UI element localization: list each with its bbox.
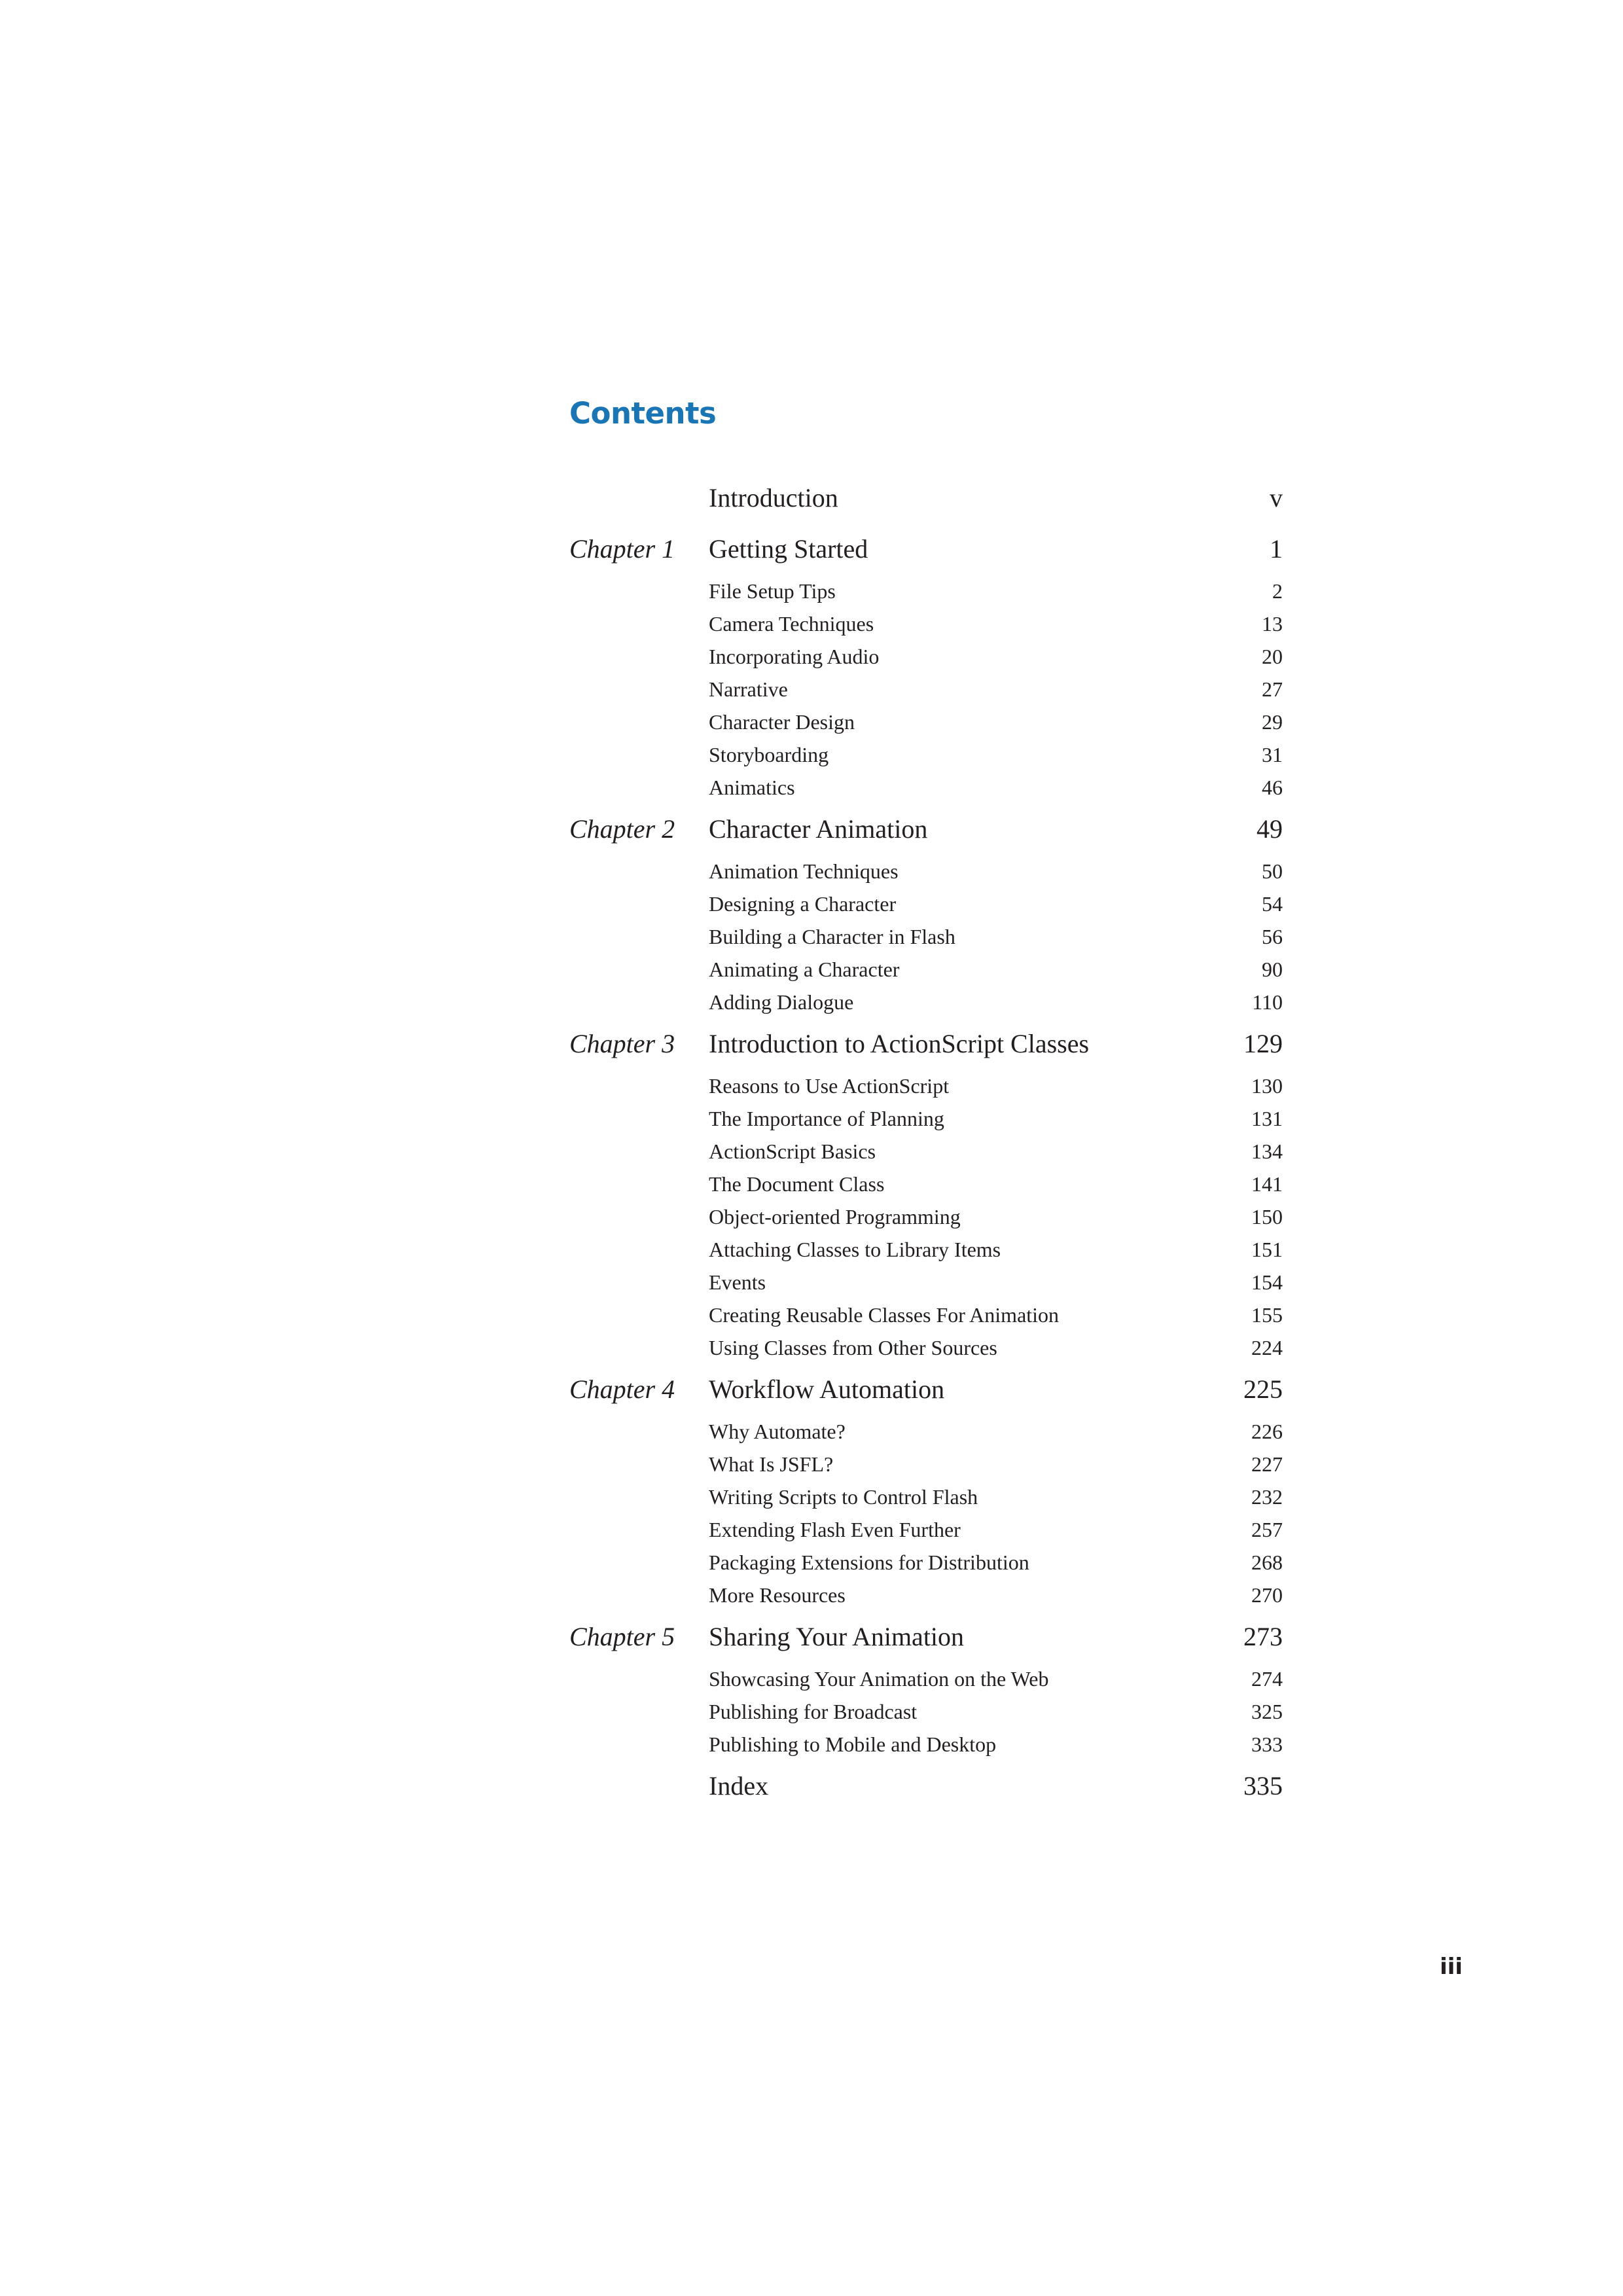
toc-section-entry[interactable] bbox=[569, 1579, 1283, 1611]
section-title: Attaching Classes to Library Items bbox=[709, 1238, 1001, 1261]
section-page-number: 31 bbox=[1262, 743, 1283, 766]
section-page-number: 134 bbox=[1251, 1139, 1283, 1163]
chapter-title: Introduction bbox=[709, 483, 838, 512]
toc-section bbox=[569, 524, 1283, 804]
section-page-number: 227 bbox=[1251, 1452, 1283, 1476]
section-title: Adding Dialogue bbox=[709, 990, 854, 1014]
chapter-title: Workflow Automation bbox=[709, 1374, 945, 1404]
toc-section-entry[interactable] bbox=[569, 640, 1283, 673]
section-title: Publishing for Broadcast bbox=[709, 1700, 918, 1723]
toc-section-entry[interactable] bbox=[569, 855, 1283, 888]
chapter-page-number: v bbox=[1270, 483, 1283, 512]
chapter-page-number: 1 bbox=[1270, 534, 1283, 564]
section-page-number: 27 bbox=[1262, 677, 1283, 701]
section-page-number: 150 bbox=[1251, 1205, 1283, 1229]
section-page-number: 2 bbox=[1272, 579, 1283, 603]
section-page-number: 54 bbox=[1262, 892, 1283, 916]
section-page-number: 257 bbox=[1251, 1518, 1283, 1541]
chapter-label: Chapter 3 bbox=[569, 1029, 675, 1058]
section-title: Showcasing Your Animation on the Web bbox=[709, 1667, 1049, 1691]
section-page-number: 29 bbox=[1262, 710, 1283, 734]
chapter-page-number: 129 bbox=[1243, 1029, 1283, 1058]
section-page-number: 224 bbox=[1251, 1336, 1283, 1359]
table-of-contents bbox=[569, 473, 1283, 1812]
section-title: File Setup Tips bbox=[709, 579, 836, 603]
section-title: Packaging Extensions for Distribution bbox=[709, 1551, 1029, 1574]
section-title: Incorporating Audio bbox=[709, 645, 880, 668]
chapter-title: Getting Started bbox=[709, 534, 868, 564]
section-page-number: 130 bbox=[1251, 1074, 1283, 1098]
toc-section-entry[interactable] bbox=[569, 706, 1283, 738]
section-title: Designing a Character bbox=[709, 892, 897, 916]
toc-section-entry[interactable] bbox=[569, 920, 1283, 953]
toc-section-entry[interactable] bbox=[569, 1480, 1283, 1513]
section-title: Object-oriented Programming bbox=[709, 1205, 961, 1229]
section-title: Animatics bbox=[709, 776, 795, 799]
chapter-page-number: 49 bbox=[1257, 814, 1283, 844]
chapter-page-number: 335 bbox=[1243, 1771, 1283, 1801]
toc-chapter-entry[interactable] bbox=[569, 524, 1283, 575]
section-title: Writing Scripts to Control Flash bbox=[709, 1485, 978, 1509]
toc-section bbox=[569, 804, 1283, 1018]
toc-section-entry[interactable] bbox=[569, 575, 1283, 607]
section-page-number: 13 bbox=[1262, 612, 1283, 636]
section-title: What Is JSFL? bbox=[709, 1452, 834, 1476]
section-title: Publishing to Mobile and Desktop bbox=[709, 1732, 997, 1756]
chapter-page-number: 273 bbox=[1243, 1622, 1283, 1651]
toc-chapter-entry[interactable] bbox=[569, 1761, 1283, 1812]
toc-section-entry[interactable] bbox=[569, 1168, 1283, 1200]
section-title: Building a Character in Flash bbox=[709, 925, 955, 948]
section-page-number: 155 bbox=[1251, 1303, 1283, 1327]
section-page-number: 20 bbox=[1262, 645, 1283, 668]
toc-chapter-entry[interactable] bbox=[569, 1611, 1283, 1662]
toc-section-entry[interactable] bbox=[569, 1331, 1283, 1364]
toc-chapter-entry[interactable] bbox=[569, 804, 1283, 855]
section-title: Narrative bbox=[709, 677, 788, 701]
toc-section bbox=[569, 1364, 1283, 1611]
section-page-number: 333 bbox=[1251, 1732, 1283, 1756]
toc-chapter-entry[interactable] bbox=[569, 1364, 1283, 1415]
toc-section-entry[interactable] bbox=[569, 1135, 1283, 1168]
section-page-number: 270 bbox=[1251, 1583, 1283, 1607]
section-title: Reasons to Use ActionScript bbox=[709, 1074, 950, 1098]
toc-section-entry[interactable] bbox=[569, 953, 1283, 986]
section-title: Events bbox=[709, 1270, 766, 1294]
section-page-number: 131 bbox=[1251, 1107, 1283, 1130]
section-page-number: 141 bbox=[1251, 1172, 1283, 1196]
toc-section-entry[interactable] bbox=[569, 1200, 1283, 1233]
toc-section-entry[interactable] bbox=[569, 1102, 1283, 1135]
section-page-number: 232 bbox=[1251, 1485, 1283, 1509]
toc-section-entry[interactable] bbox=[569, 1448, 1283, 1480]
page-number: iii bbox=[1440, 1954, 1463, 1980]
toc-section-entry[interactable] bbox=[569, 1695, 1283, 1728]
chapter-title: Character Animation bbox=[709, 814, 928, 844]
chapter-title: Sharing Your Animation bbox=[709, 1622, 965, 1651]
chapter-label: Chapter 4 bbox=[569, 1374, 675, 1404]
toc-section-entry[interactable] bbox=[569, 738, 1283, 771]
section-title: Why Automate? bbox=[709, 1420, 846, 1443]
section-page-number: 110 bbox=[1252, 990, 1283, 1014]
page-title: Contents bbox=[569, 396, 717, 431]
section-page-number: 154 bbox=[1251, 1270, 1283, 1294]
section-page-number: 151 bbox=[1251, 1238, 1283, 1261]
section-title: Using Classes from Other Sources bbox=[709, 1336, 997, 1359]
toc-section-entry[interactable] bbox=[569, 1662, 1283, 1695]
section-page-number: 268 bbox=[1251, 1551, 1283, 1574]
toc-section-entry[interactable] bbox=[569, 1233, 1283, 1266]
toc-section-entry[interactable] bbox=[569, 1415, 1283, 1448]
chapter-title: Introduction to ActionScript Classes bbox=[709, 1029, 1090, 1058]
toc-section-entry[interactable] bbox=[569, 986, 1283, 1018]
section-title: Storyboarding bbox=[709, 743, 829, 766]
toc-chapter-entry[interactable] bbox=[569, 1018, 1283, 1069]
section-title: Extending Flash Even Further bbox=[709, 1518, 961, 1541]
section-title: Animating a Character bbox=[709, 958, 900, 981]
chapter-title: Index bbox=[709, 1771, 769, 1801]
section-page-number: 325 bbox=[1251, 1700, 1283, 1723]
toc-section-entry[interactable] bbox=[569, 771, 1283, 804]
toc-section-entry[interactable] bbox=[569, 1266, 1283, 1299]
section-title: Camera Techniques bbox=[709, 612, 874, 636]
section-title: More Resources bbox=[709, 1583, 846, 1607]
toc-chapter-entry[interactable] bbox=[569, 473, 1283, 524]
toc-section bbox=[569, 1611, 1283, 1761]
chapter-label: Chapter 2 bbox=[569, 814, 675, 844]
toc-section-entry[interactable] bbox=[569, 1513, 1283, 1546]
toc-section-entry[interactable] bbox=[569, 1546, 1283, 1579]
section-title: Character Design bbox=[709, 710, 855, 734]
toc-section-entry[interactable] bbox=[569, 1069, 1283, 1102]
toc-section-entry[interactable] bbox=[569, 673, 1283, 706]
section-title: The Importance of Planning bbox=[709, 1107, 944, 1130]
section-title: Animation Techniques bbox=[709, 859, 899, 883]
toc-section bbox=[569, 1761, 1283, 1812]
section-page-number: 50 bbox=[1262, 859, 1283, 883]
chapter-label: Chapter 1 bbox=[569, 534, 675, 564]
section-page-number: 226 bbox=[1251, 1420, 1283, 1443]
toc-section-entry[interactable] bbox=[569, 607, 1283, 640]
section-page-number: 274 bbox=[1251, 1667, 1283, 1691]
toc-section bbox=[569, 473, 1283, 524]
chapter-page-number: 225 bbox=[1243, 1374, 1283, 1404]
toc-section-entry[interactable] bbox=[569, 1299, 1283, 1331]
section-page-number: 46 bbox=[1262, 776, 1283, 799]
section-title: Creating Reusable Classes For Animation bbox=[709, 1303, 1060, 1327]
section-title: The Document Class bbox=[709, 1172, 885, 1196]
toc-section-entry[interactable] bbox=[569, 1728, 1283, 1761]
toc-section-entry[interactable] bbox=[569, 888, 1283, 920]
toc-section bbox=[569, 1018, 1283, 1364]
chapter-label: Chapter 5 bbox=[569, 1622, 675, 1651]
section-page-number: 90 bbox=[1262, 958, 1283, 981]
section-page-number: 56 bbox=[1262, 925, 1283, 948]
section-title: ActionScript Basics bbox=[709, 1139, 876, 1163]
